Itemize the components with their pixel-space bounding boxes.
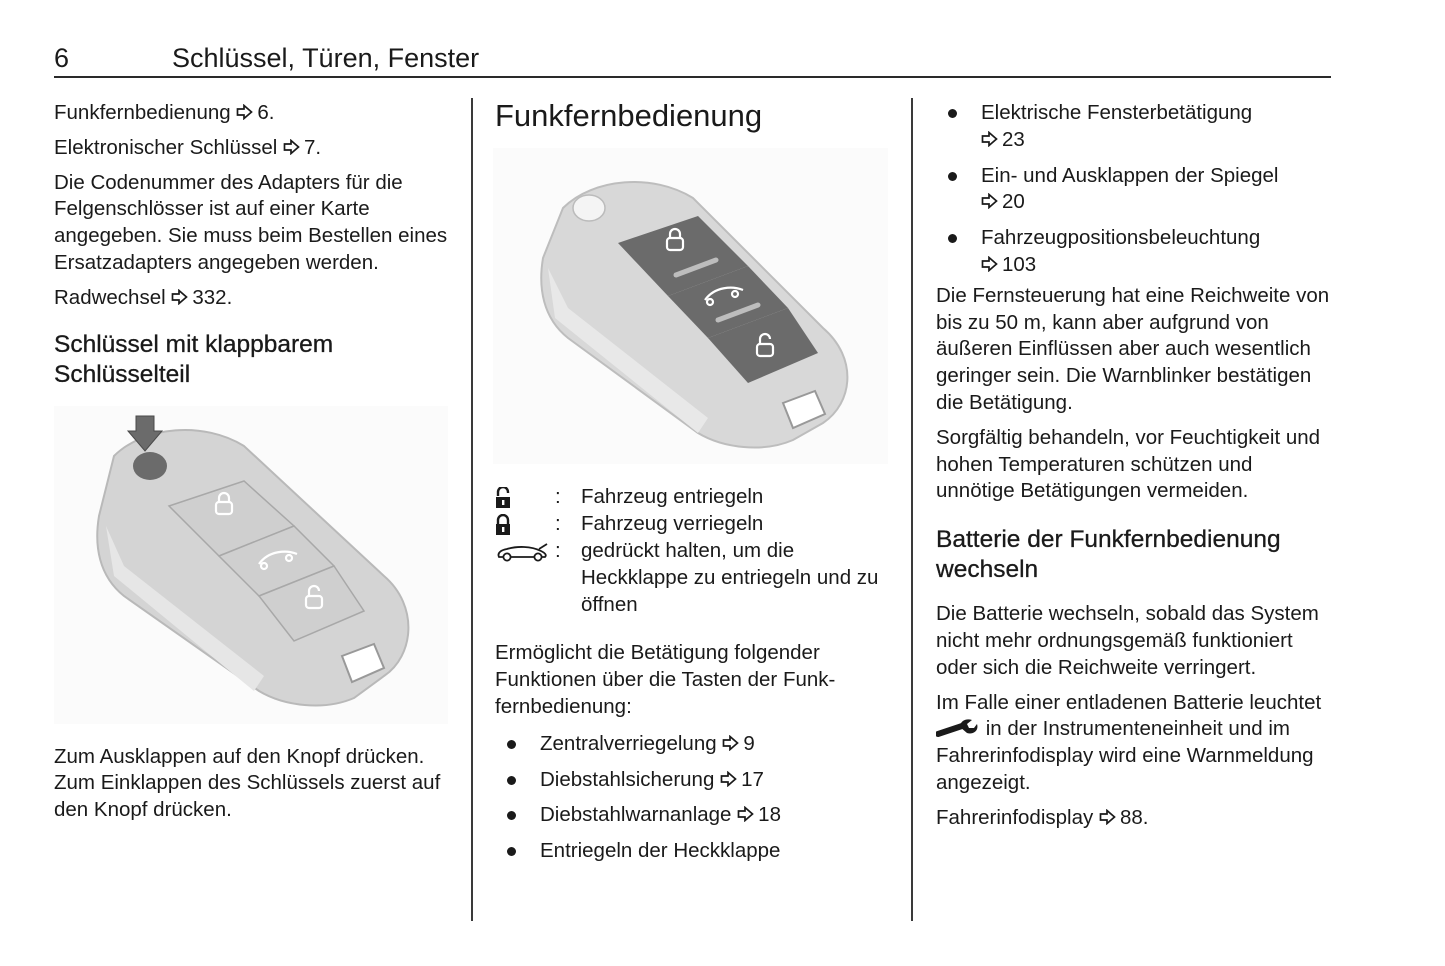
bullet-icon [507,847,516,856]
function-list [495,731,890,865]
folding-key-caption: Zum Ausklappen auf den Knopf drücken. Zum Einklappen des Schlüssels zuerst auf den Knopf drücken. [54,744,441,822]
list-item-positionsbeleuchtung[interactable]: Fahrzeugpositionsbeleuchtung 103 [936,225,1336,279]
legend-row-tailgate: : gedrückt halten, um die Heckklappe zu entriegeln und zu öffnen [495,538,890,618]
function-list-continued [936,100,1336,279]
cross-reference-arrow-icon [722,735,739,751]
cross-reference-arrow-icon [1099,809,1116,825]
section-heading-funkfernbedienung: Funkfernbedienung [495,98,763,133]
legend-row-unlock: : Fahrzeug entriegeln [495,484,890,511]
list-item-zentralverriegelung[interactable]: Zentralverriegelung 9 [495,731,890,758]
cross-reference-arrow-icon [283,139,300,155]
folding-key-figure [54,406,448,724]
xref-radwechsel[interactable]: Radwechsel 332. [54,285,233,309]
bullet-icon [507,740,516,749]
list-item-diebstahlwarnanlage[interactable]: Diebstahlwarnanlage 18 [495,802,890,829]
care-paragraph: Sorgfältig behandeln, vor Feuchtigkeit und hohen Temperaturen schützen und unnötige Betätigungen vermeiden. [936,425,1321,503]
section-heading-folding-key: Schlüssel mit klappbarem Schlüsselteil [54,330,334,388]
column-3 [936,100,1336,840]
button-legend [495,484,890,618]
tailgate-car-icon [495,541,551,563]
cross-reference-arrow-icon [981,131,998,147]
functions-intro: Ermöglicht die Betätigung folgender Funktionen über die Tasten der Funkfernbedienung: [495,641,836,718]
header-rule [54,76,1331,78]
range-paragraph: Die Fernsteuerung hat eine Reichweite von bis zu 50 m, kann aber aufgrund von äußeren Einflüssen aber auch wesentlich geringer sein. Die Warnblinker bestätigen die Betätigung. [936,283,1330,414]
folding-key-illustration [54,406,448,724]
bullet-icon [948,234,957,243]
bullet-icon [507,776,516,785]
column-1 [54,100,454,832]
lock-icon [495,514,515,536]
cross-reference-arrow-icon [737,806,754,822]
xref-fahrerinfodisplay[interactable]: Fahrerinfodisplay 88. [936,805,1149,829]
legend-row-lock: : Fahrzeug verriegeln [495,511,890,538]
chapter-title: Schlüssel, Türen, Fenster [172,43,480,73]
list-item-diebstahlsicherung[interactable]: Diebstahlsicherung 17 [495,767,890,794]
cross-reference-arrow-icon [720,771,737,787]
remote-control-illustration [493,148,888,464]
page-number: 6 [54,43,70,73]
xref-funkfernbedienung[interactable]: Funkfernbedienung 6. [54,101,275,124]
cross-reference-arrow-icon [981,256,998,272]
battery-paragraph: Die Batterie wechseln, sobald das System nicht mehr ordnungsgemäß funktioniert oder sich die Reichweite verringert. [936,602,1319,679]
wrench-icon [936,718,980,738]
bullet-icon [507,811,516,820]
list-item-spiegel[interactable]: Ein- und Ausklappen der Spiegel 20 [936,163,1336,217]
code-number-paragraph: Die Codenummer des Adapters für die Felgenschlösser ist auf einer Karte angegeben. Sie muss beim Bestellen eines Ersatzadapters angegeben werden. [54,170,448,274]
column-divider-1 [471,98,473,921]
cross-reference-arrow-icon [171,289,188,305]
cross-reference-arrow-icon [236,104,253,120]
column-divider-2 [911,98,913,921]
unlock-icon [495,487,515,509]
remote-control-figure [493,148,888,464]
list-item-fensterbetaetigung[interactable]: Elektrische Fensterbetätigung 23 [936,100,1336,154]
cross-reference-arrow-icon [981,193,998,209]
low-battery-paragraph: Im Falle einer entladenen Batterie leuchtet in der Instrumenteneinheit und im Fahrerinfodisplay wird eine Warnmeldung angezeigt. [936,690,1322,794]
column-2 [495,100,890,874]
list-item-heckklappe: Entriegeln der Heckklappe [495,838,890,865]
section-heading-battery: Batterie der Funkfernbedienung wechseln [936,526,1281,584]
xref-elektronischer-schluessel[interactable]: Elektronischer Schlüssel 7. [54,135,322,159]
bullet-icon [948,172,957,181]
bullet-icon [948,109,957,118]
